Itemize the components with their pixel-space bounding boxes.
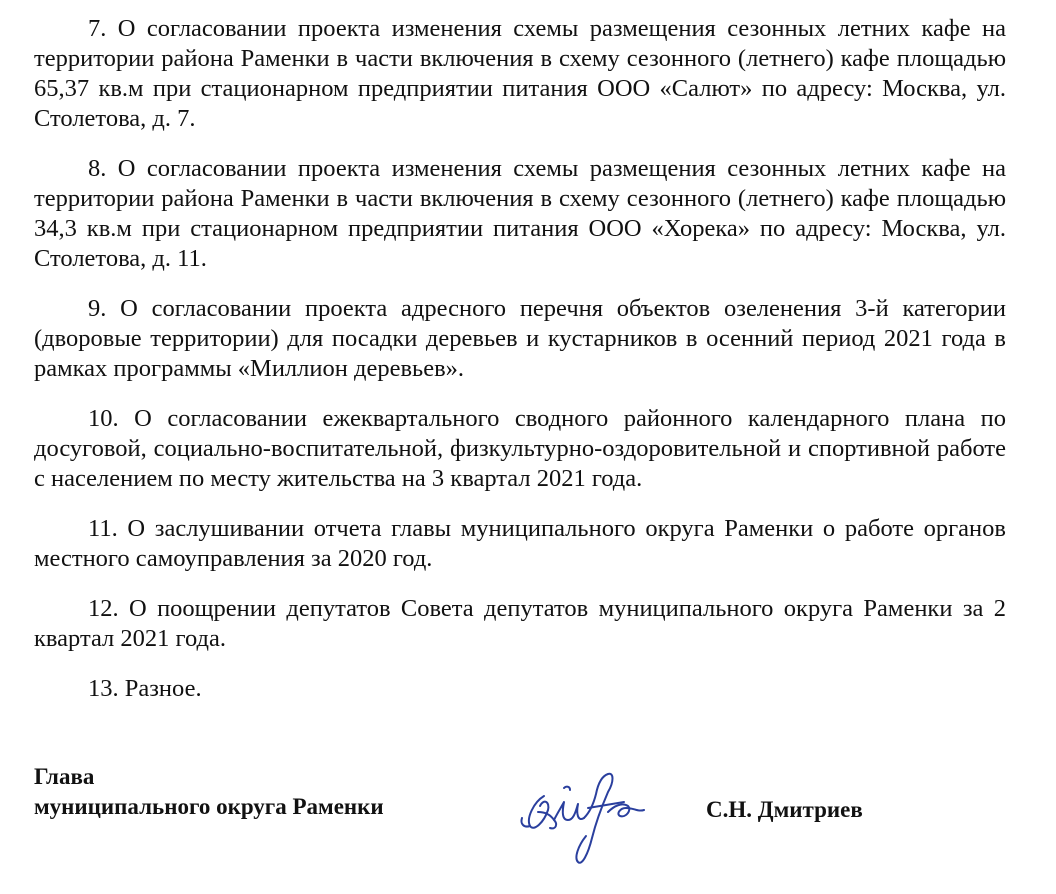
position-line-2: муниципального округа Раменки <box>34 794 384 819</box>
signer-name: С.Н. Дмитриев <box>706 797 863 822</box>
signature-stroke <box>554 802 584 820</box>
agenda-item-11: 11. О заслушивании отчета главы муниципального округа Раменки о работе органов местного самоуправления за 2020 год. <box>34 515 1006 572</box>
agenda-item-13: 13. Разное. <box>88 675 202 702</box>
agenda-item-10: 10. О согласовании ежеквартального сводного районного календарного плана по досуговой, социально-воспитательной, физкультурно-оздоровительной и спортивной работе с населением по месту жительства на 3 квартал 2021 года. <box>34 405 1006 492</box>
position-line-1: Глава <box>34 764 95 789</box>
handwritten-signature <box>504 762 674 872</box>
signature-block <box>34 762 1024 882</box>
agenda-item-9: 9. О согласовании проекта адресного перечня объектов озеленения 3-й категории (дворовые территории) для посадки деревьев и кустарников в осенний период 2021 года в рамках программы «Миллион деревьев». <box>34 295 1006 382</box>
agenda-list <box>34 14 1006 724</box>
agenda-item-12: 12. О поощрении депутатов Совета депутатов муниципального округа Раменки за 2 квартал 2021 года. <box>34 595 1006 652</box>
signature-stroke <box>608 804 644 816</box>
signature-stroke <box>564 787 570 790</box>
agenda-item-7: 7. О согласовании проекта изменения схемы размещения сезонных летних кафе на территории района Раменки в части включения в схему сезонного (летнего) кафе площадью 65,37 кв.м при стационарном предприятии питания ООО «Салют» по адресу: Москва, ул. Столетова, д. 7. <box>34 15 1006 132</box>
signer-position <box>34 762 384 822</box>
agenda-item-8: 8. О согласовании проекта изменения схемы размещения сезонных летних кафе на территории района Раменки в части включения в схему сезонного (летнего) кафе площадью 34,3 кв.м при стационарном предприятии питания ООО «Хорека» по адресу: Москва, ул. Столетова, д. 11. <box>34 155 1006 272</box>
